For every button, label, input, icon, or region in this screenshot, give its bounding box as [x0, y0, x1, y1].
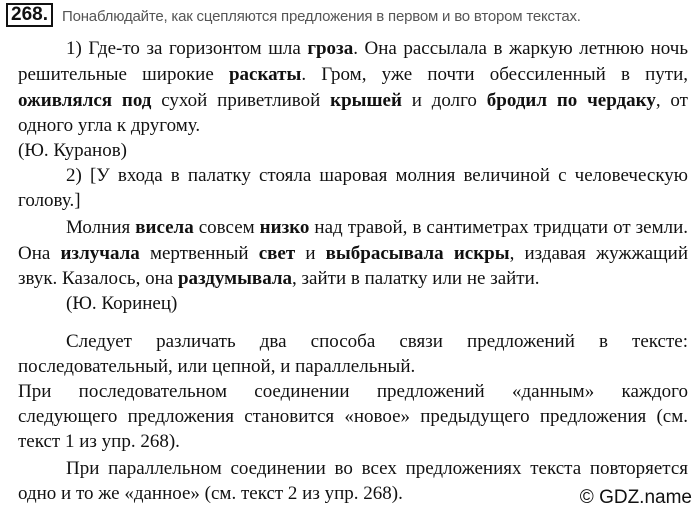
text2-line-1: 2) [У входа в палатку стояла шаровая молния величиной с человеческую	[66, 165, 688, 186]
theory-p1-line-1: Следует различать два способа связи предложений в тексте:	[66, 331, 688, 352]
text2-line-2: голову.]	[18, 190, 81, 211]
theory-p2-line-2: следующего предложения становится «новое» предыдущего предложения (см.	[18, 406, 688, 427]
text2-line-5: звук. Казалось, она раздумывала, зайти в палатку или не зайти.	[18, 268, 540, 289]
exercise-task: Понаблюдайте, как сцепляются предложения в первом и во втором текстах.	[62, 8, 581, 25]
theory-p3-line-1: При параллельном соединении во всех предложениях текста повторяется	[66, 458, 688, 479]
theory-p3-line-2: одно и то же «данное» (см. текст 2 из упр. 268).	[18, 483, 403, 504]
theory-p1-line-2: последовательный, или цепной, и параллельный.	[18, 356, 416, 377]
theory-p2-line-3: текст 1 из упр. 268).	[18, 431, 180, 452]
text1-line-3: оживлялся под сухой приветливой крышей и долго бродил по чердаку, от	[18, 90, 688, 111]
text1-line-4: одного угла к другому.	[18, 115, 201, 136]
text1-line-2: решительные широкие раскаты. Гром, уже почти обессиленный в пути,	[18, 64, 688, 85]
watermark: © GDZ.name	[579, 487, 692, 508]
text1-line-1: 1) Где-то за горизонтом шла гроза. Она рассылала в жаркую летнюю ночь	[66, 38, 688, 59]
text2-line-3: Молния висела совсем низко над травой, в сантиметрах тридцати от земли.	[66, 217, 688, 238]
exercise-number: 268.	[6, 3, 53, 27]
text1-author: (Ю. Куранов)	[18, 140, 127, 161]
text2-author: (Ю. Коринец)	[66, 293, 178, 314]
text2-line-4: Она излучала мертвенный свет и выбрасывала искры, издавая жужжащий	[18, 243, 689, 264]
theory-p2-line-1: При последовательном соединении предложений «данным» каждого	[18, 381, 688, 402]
